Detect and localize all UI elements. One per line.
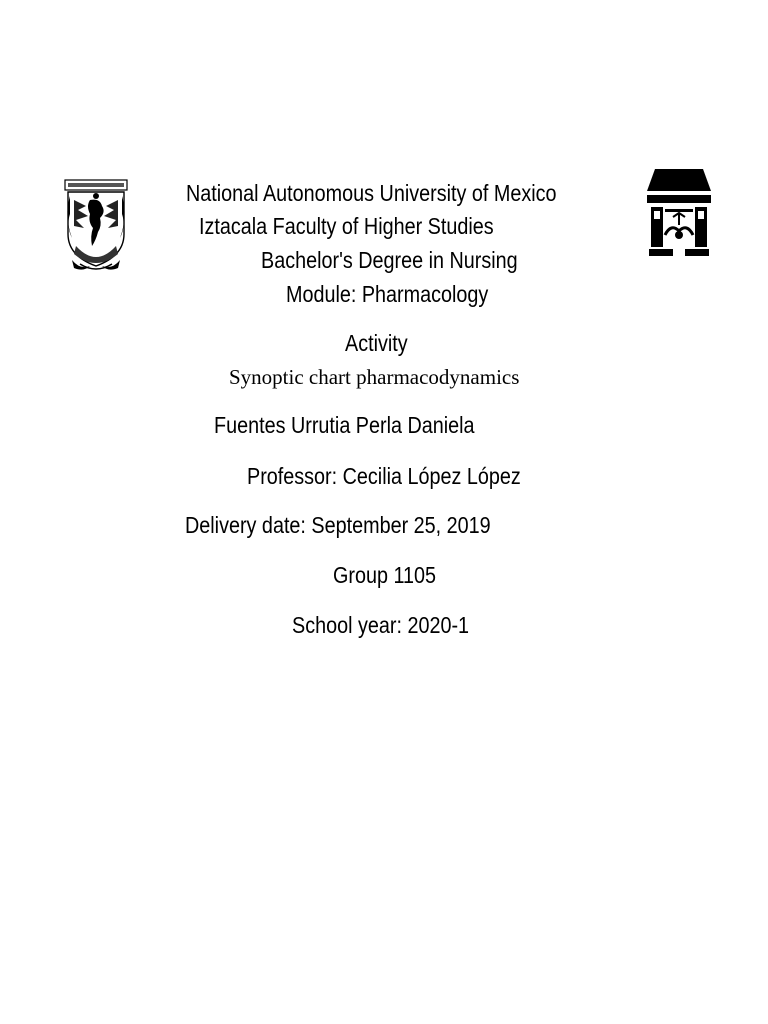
unam-seal-icon [60,176,132,274]
delivery-date: Delivery date: September 25, 2019 [185,512,491,538]
school-year: School year: 2020-1 [292,612,470,638]
fes-iztacala-logo-icon [645,165,713,259]
university-name: National Autonomous University of Mexico [186,180,557,206]
activity-title: Synoptic chart pharmacodynamics [229,365,520,389]
professor-name: Professor: Cecilia López López [247,463,521,489]
activity-heading: Activity [345,330,408,356]
degree-name: Bachelor's Degree in Nursing [261,247,518,273]
faculty-name: Iztacala Faculty of Higher Studies [199,213,494,239]
group-number: Group 1105 [333,562,437,588]
module-name: Module: Pharmacology [286,281,489,307]
student-name: Fuentes Urrutia Perla Daniela [214,412,475,438]
